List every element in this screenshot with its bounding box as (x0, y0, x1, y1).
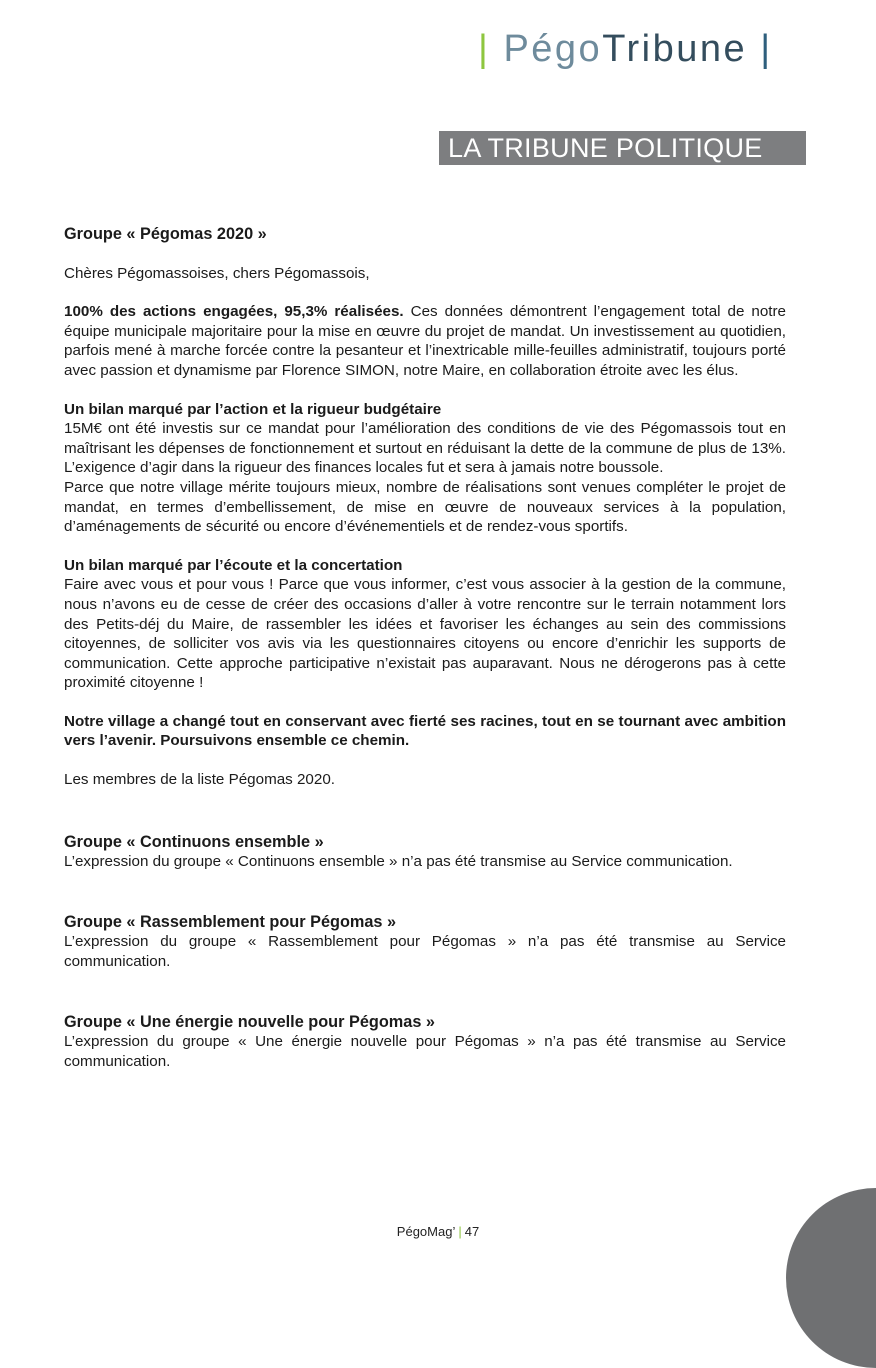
group-title-continuons-ensemble: Groupe « Continuons ensemble » (64, 832, 324, 851)
group-title-pegomas-2020: Groupe « Pégomas 2020 » (64, 225, 267, 243)
masthead-brand-tribune: Tribune (602, 28, 748, 70)
group-text-rassemblement: L’expression du groupe « Rassemblement pour Pégomas » n’a pas été transmise au Service communication. (64, 933, 786, 971)
group-text-continuons-ensemble: L’expression du groupe « Continuons ensemble » n’a pas été transmise au Service communication. (64, 853, 733, 871)
subheading-action: Un bilan marqué par l’action et la rigueur budgétaire (64, 400, 442, 418)
group-title-rassemblement: Groupe « Rassemblement pour Pégomas » (64, 912, 397, 931)
masthead-right-bar: | (760, 28, 773, 70)
intro-paragraph (64, 302, 786, 380)
footer-separator: | (458, 1224, 462, 1239)
greeting: Chères Pégomassoises, chers Pégomassois, (64, 264, 370, 282)
masthead-left-bar: | (478, 28, 491, 70)
masthead-brand-pego: Pégo (503, 28, 603, 70)
paragraph-concertation: Faire avec vous et pour vous ! Parce que vous informer, c’est vous associer à la gestion de la commune, nous n’avons eu de cesse de créer des occasions d’aller à votre rencontre sur le terrain notamment lors des Petits-déj du Maire, de rassembler les idées et favoriser les échanges au sein des commissions citoyennes, de solliciter vos avis via les questionnaires citoyens ou encore d’enrichir les supports de communication. Cette approche participative n’existait pas auparavant. Nous ne dérogerons pas à cette proximité citoyenne ! (64, 576, 786, 692)
masthead (478, 28, 773, 71)
paragraph-investment: 15M€ ont été investis sur ce mandat pour l’amélioration des conditions de vie des Pégomassois tout en maîtrisant les dépenses de fonctionnement et surtout en réduisant la dette de la commune de plus de 13%. L’exigence d’agir dans la rigueur des finances locales fut et sera à jamais notre boussole. (64, 420, 786, 477)
signature: Les membres de la liste Pégomas 2020. (64, 771, 335, 789)
paragraph-realisations: Parce que notre village mérite toujours mieux, nombre de réalisations sont venues compléter le projet de mandat, en termes d’embellissement, de mise en œuvre de nouveaux services à la population, d’aménagements de sécurité ou encore d’événementiels et de rendez-vous sportifs. (64, 478, 786, 536)
page-number: 47 (464, 1224, 480, 1239)
closing-statement: Notre village a changé tout en conservant avec fierté ses racines, tout en se tournant avec ambition vers l’avenir. Poursuivons ensemble ce chemin. (64, 712, 786, 750)
section-title: LA TRIBUNE POLITIQUE (439, 131, 806, 165)
article-body (64, 225, 786, 1071)
corner-decoration (786, 1188, 876, 1368)
subheading-ecoute: Un bilan marqué par l’écoute et la concertation (64, 556, 403, 574)
group-text-energie-nouvelle: L’expression du groupe « Une énergie nouvelle pour Pégomas » n’a pas été transmise au Service communication. (64, 1033, 786, 1070)
group-title-energie-nouvelle: Groupe « Une énergie nouvelle pour Pégomas » (64, 1012, 435, 1031)
intro-text: Ces données démontrent l’engagement total de notre équipe municipale majoritaire pour la mise en œuvre du projet de mandat. Un investissement au quotidien, parfois mené à marche forcée contre la pesanteur et l’inextricable mille-feuilles administratif, toujours porté avec passion et dynamisme par Florence SIMON, notre Maire, en collaboration étroite avec les élus. (64, 303, 786, 379)
intro-highlight: 100% des actions engagées, 95,3% réalisées. (64, 303, 404, 321)
page-footer (0, 1224, 876, 1239)
footer-magazine-name: PégoMag’ (396, 1224, 456, 1239)
